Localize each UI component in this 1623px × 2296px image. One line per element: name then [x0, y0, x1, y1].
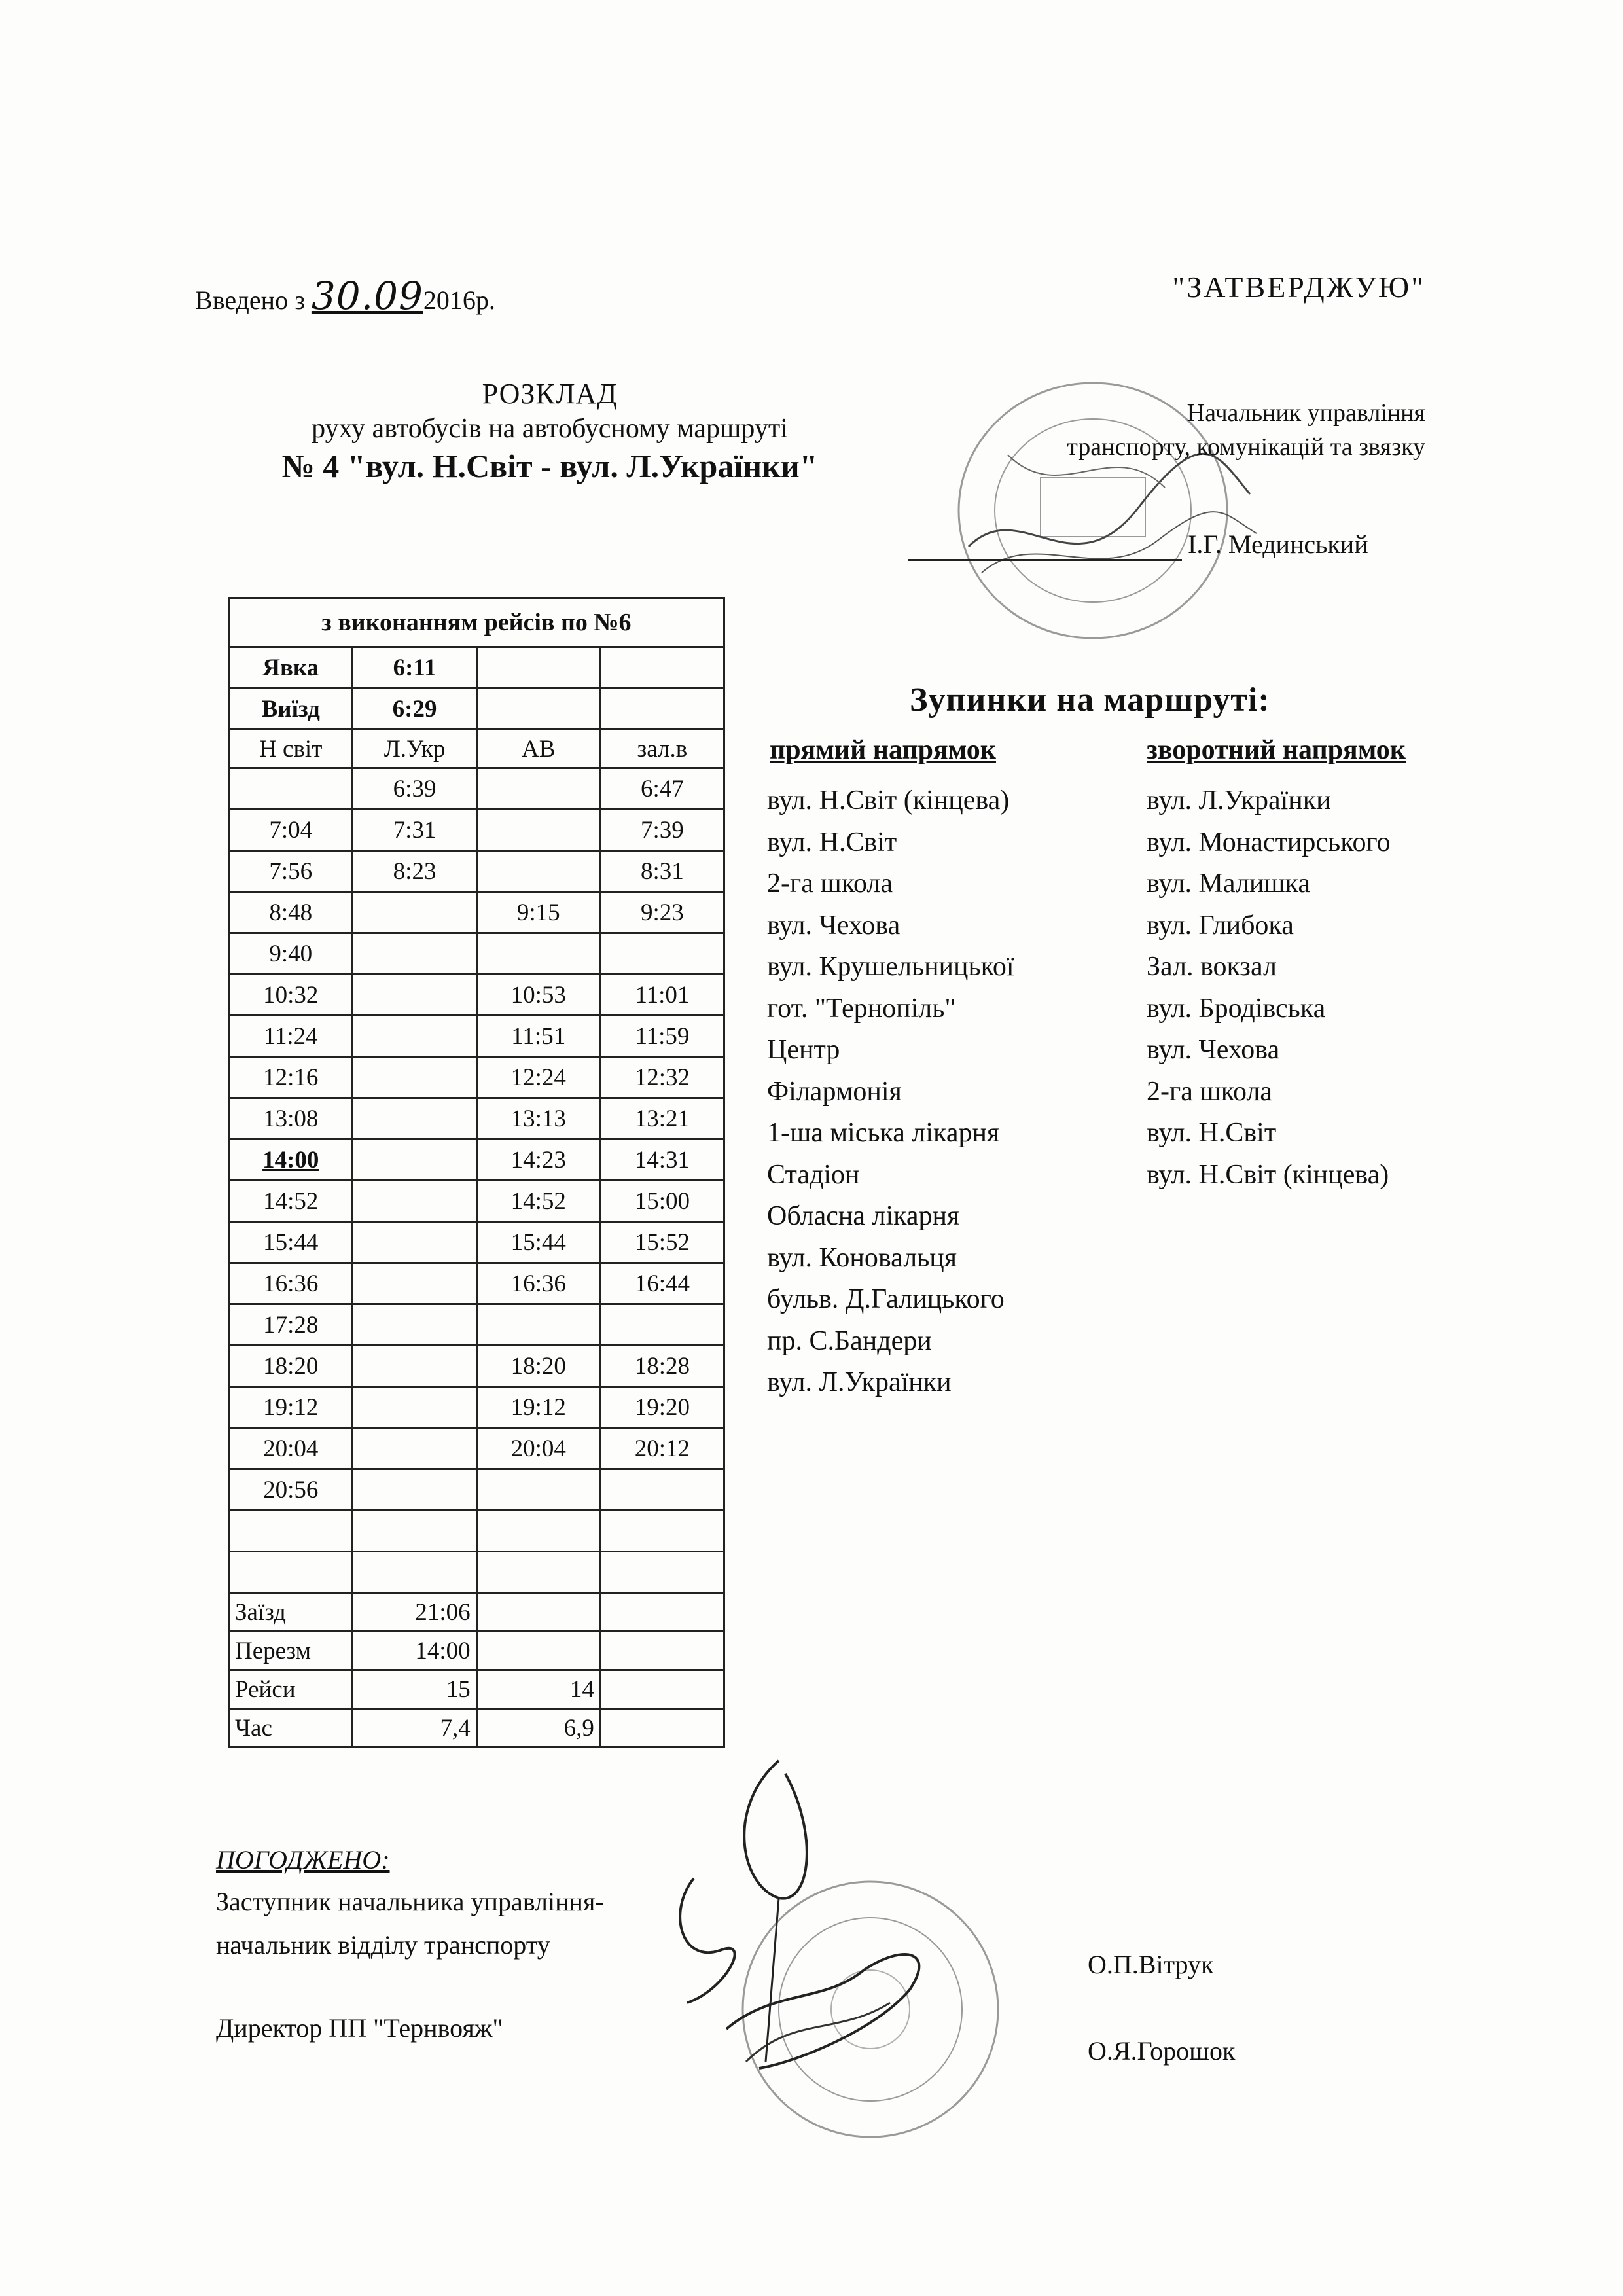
table-cell: 12:24 [476, 1057, 600, 1098]
stop-item: 1-ша міська лікарня [767, 1118, 1000, 1148]
table-cell [600, 933, 724, 975]
table-row [229, 1387, 724, 1428]
table-cell [476, 1552, 600, 1593]
stop-item: вул. Монастирського [1147, 827, 1391, 857]
table-cell: 17:28 [229, 1304, 353, 1346]
table-row [229, 1552, 724, 1593]
stop-item: 2-га школа [767, 869, 893, 899]
summary-value: 14 [476, 1670, 600, 1709]
approver-signature-line [908, 530, 1182, 561]
approve-title: "ЗАТВЕРДЖУЮ" [1172, 270, 1425, 304]
table-cell [600, 1593, 724, 1632]
stop-item: гот. "Тернопіль" [767, 993, 956, 1024]
table-cell [600, 689, 724, 730]
table-cell [353, 1511, 476, 1552]
table-row [229, 1181, 724, 1222]
table-cell [353, 933, 476, 975]
table-cell: 10:32 [229, 975, 353, 1016]
table-cell [600, 1304, 724, 1346]
table-cell: 14:52 [229, 1181, 353, 1222]
approver-name: І.Г. Мединський [1188, 529, 1368, 559]
table-cell: 8:48 [229, 892, 353, 933]
summary-label: Рейси [229, 1670, 353, 1709]
table-cell [600, 1670, 724, 1709]
column-header: зал.в [600, 730, 724, 768]
doc-route: № 4 "вул. Н.Світ - вул. Л.Українки" [281, 448, 818, 484]
table-cell [353, 1057, 476, 1098]
table-cell: 10:53 [476, 975, 600, 1016]
table-cell [600, 1632, 724, 1670]
table-cell: 16:36 [476, 1263, 600, 1304]
stop-item: бульв. Д.Галицького [767, 1284, 1005, 1314]
table-cell: 7:39 [600, 810, 724, 851]
yavka-value: 6:11 [353, 647, 476, 689]
table-cell: 11:24 [229, 1016, 353, 1057]
table-row [229, 1428, 724, 1469]
yavka-label: Явка [229, 647, 353, 689]
stops-title: Зупинки на маршруті: [910, 681, 1270, 719]
intro-date-line [195, 274, 495, 318]
stop-item: вул. Бродівська [1147, 993, 1326, 1024]
approver-position [1067, 396, 1425, 464]
summary-value [476, 1632, 600, 1670]
table-cell [353, 1387, 476, 1428]
table-cell: 20:56 [229, 1469, 353, 1511]
table-row [229, 1222, 724, 1263]
table-row [229, 1346, 724, 1387]
stop-item: вул. Л.Українки [767, 1367, 952, 1397]
column-header-row [229, 730, 724, 768]
table-row [229, 851, 724, 892]
table-cell: 11:01 [600, 975, 724, 1016]
table-cell [600, 1469, 724, 1511]
summary-value: 14:00 [353, 1632, 476, 1670]
table-cell: 16:36 [229, 1263, 353, 1304]
table-cell: 14:00 [229, 1139, 353, 1181]
stop-item: Зал. вокзал [1147, 952, 1277, 982]
director-name: О.Я.Горошок [1088, 2036, 1236, 2066]
table-cell [353, 1181, 476, 1222]
table-cell: 9:15 [476, 892, 600, 933]
column-header: АВ [476, 730, 600, 768]
table-cell: 9:23 [600, 892, 724, 933]
stop-item: вул. Крушельницької [767, 952, 1014, 982]
table-cell [600, 1709, 724, 1748]
table-cell: 20:04 [476, 1428, 600, 1469]
summary-row [229, 1632, 724, 1670]
summary-value: 7,4 [353, 1709, 476, 1748]
table-row [229, 1139, 724, 1181]
stop-item: вул. Н.Світ (кінцева) [1147, 1159, 1389, 1190]
table-row [229, 768, 724, 810]
doc-title: РОЗКЛАД [482, 378, 618, 410]
stop-item: 2-га школа [1147, 1076, 1273, 1107]
table-row [229, 892, 724, 933]
timetable [228, 597, 725, 1748]
table-cell: 6:47 [600, 768, 724, 810]
stop-item: вул. Глибока [1147, 910, 1294, 941]
summary-value [476, 1593, 600, 1632]
table-cell: 13:13 [476, 1098, 600, 1139]
summary-value: 21:06 [353, 1593, 476, 1632]
table-cell [229, 1552, 353, 1593]
table-cell: 7:31 [353, 810, 476, 851]
table-cell: 14:23 [476, 1139, 600, 1181]
table-cell [476, 1304, 600, 1346]
table-cell [229, 768, 353, 810]
table-cell [353, 1304, 476, 1346]
doc-subtitle: руху автобусів на автобусному маршруті [312, 414, 788, 444]
table-cell [353, 1139, 476, 1181]
table-cell: 15:00 [600, 1181, 724, 1222]
intro-prefix: Введено з [195, 285, 305, 315]
stop-item: Стадіон [767, 1159, 860, 1190]
table-cell [600, 647, 724, 689]
summary-value: 6,9 [476, 1709, 600, 1748]
agreed-label: ПОГОДЖЕНО: [216, 1845, 390, 1874]
summary-label: Перезм [229, 1632, 353, 1670]
table-cell [600, 1552, 724, 1593]
director-title: Директор ПП "Тернвояж" [216, 2013, 503, 2043]
vyizd-label: Виїзд [229, 689, 353, 730]
table-cell: 20:12 [600, 1428, 724, 1469]
stop-item: Центр [767, 1035, 840, 1065]
table-row [229, 1016, 724, 1057]
table-cell [353, 1222, 476, 1263]
summary-row [229, 1593, 724, 1632]
stop-item: вул. Н.Світ [767, 827, 897, 857]
stop-item: вул. Чехова [1147, 1035, 1280, 1065]
forward-stops-list [767, 780, 1014, 1404]
table-cell: 7:56 [229, 851, 353, 892]
table-cell: 18:20 [476, 1346, 600, 1387]
table-cell: 7:04 [229, 810, 353, 851]
table-cell: 13:08 [229, 1098, 353, 1139]
stop-item: вул. Н.Світ (кінцева) [767, 785, 1010, 816]
table-cell: 19:20 [600, 1387, 724, 1428]
table-cell [476, 1469, 600, 1511]
table-cell: 14:52 [476, 1181, 600, 1222]
table-cell [476, 1511, 600, 1552]
table-row [229, 810, 724, 851]
table-cell [476, 933, 600, 975]
stop-item: Філармонія [767, 1076, 902, 1107]
forward-direction-heading: прямий напрямок [770, 735, 996, 765]
deputy-name: О.П.Вітрук [1088, 1950, 1214, 1979]
table-cell [600, 1511, 724, 1552]
table-row [229, 933, 724, 975]
table-cell: 18:20 [229, 1346, 353, 1387]
table-cell: 6:39 [353, 768, 476, 810]
deputy-title-line2: начальник відділу транспорту [216, 1930, 550, 1960]
table-cell [476, 810, 600, 851]
summary-row [229, 1709, 724, 1748]
table-cell [353, 892, 476, 933]
table-cell: 11:51 [476, 1016, 600, 1057]
table-cell [353, 975, 476, 1016]
table-row [229, 1098, 724, 1139]
stop-item: вул. Малишка [1147, 869, 1311, 899]
table-cell [353, 1428, 476, 1469]
title-block [216, 376, 883, 486]
intro-date-handwritten: 30.09 [311, 274, 423, 318]
vyizd-value: 6:29 [353, 689, 476, 730]
stop-item: пр. С.Бандери [767, 1325, 932, 1356]
table-cell: 20:04 [229, 1428, 353, 1469]
approver-line2: транспорту, комунікацій та звязку [1067, 433, 1425, 461]
table-cell: 12:32 [600, 1057, 724, 1098]
table-row [229, 1469, 724, 1511]
table-cell: 8:23 [353, 851, 476, 892]
table-cell [229, 1511, 353, 1552]
table-row [229, 1304, 724, 1346]
table-cell: 19:12 [229, 1387, 353, 1428]
stop-item: вул. Л.Українки [1147, 785, 1331, 816]
table-cell [353, 1346, 476, 1387]
table-cell [353, 1552, 476, 1593]
table-cell [476, 689, 600, 730]
summary-value: 15 [353, 1670, 476, 1709]
table-row [229, 975, 724, 1016]
stop-item: вул. Коновальця [767, 1242, 957, 1273]
director-signature [628, 1754, 969, 2121]
deputy-title-line1: Заступник начальника управління- [216, 1887, 604, 1916]
summary-label: Заїзд [229, 1593, 353, 1632]
table-cell [476, 647, 600, 689]
table-cell: 15:44 [229, 1222, 353, 1263]
table-cell: 11:59 [600, 1016, 724, 1057]
back-direction-heading: зворотний напрямок [1147, 735, 1406, 765]
table-row [229, 1263, 724, 1304]
table-cell: 13:21 [600, 1098, 724, 1139]
table-row [229, 1057, 724, 1098]
table-cell [353, 1098, 476, 1139]
summary-label: Час [229, 1709, 353, 1748]
timetable-caption: з виконанням рейсів по №6 [229, 598, 724, 647]
stop-item: вул. Н.Світ [1147, 1118, 1277, 1148]
table-cell [353, 1469, 476, 1511]
table-cell: 19:12 [476, 1387, 600, 1428]
table-cell [353, 1263, 476, 1304]
back-stops-list [1147, 780, 1391, 1196]
intro-suffix: 2016р. [423, 285, 495, 315]
table-cell: 8:31 [600, 851, 724, 892]
table-cell: 15:52 [600, 1222, 724, 1263]
column-header: Л.Укр [353, 730, 476, 768]
table-cell: 16:44 [600, 1263, 724, 1304]
table-cell: 18:28 [600, 1346, 724, 1387]
table-row [229, 1511, 724, 1552]
summary-row [229, 1670, 724, 1709]
table-cell: 14:31 [600, 1139, 724, 1181]
stop-item: вул. Чехова [767, 910, 901, 941]
approver-line1: Начальник управління [1186, 399, 1425, 427]
table-cell [353, 1016, 476, 1057]
column-header: Н світ [229, 730, 353, 768]
table-cell [476, 851, 600, 892]
table-cell: 9:40 [229, 933, 353, 975]
table-cell: 12:16 [229, 1057, 353, 1098]
table-cell [476, 768, 600, 810]
stop-item: Обласна лікарня [767, 1201, 960, 1231]
table-cell: 15:44 [476, 1222, 600, 1263]
